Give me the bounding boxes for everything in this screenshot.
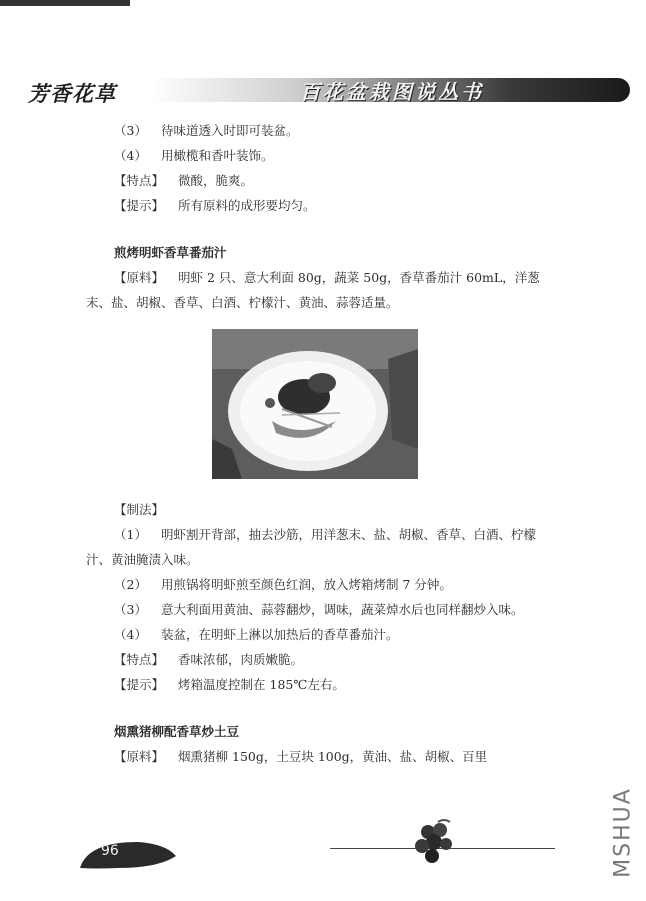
page-content (86, 118, 554, 769)
dish-photo-image (212, 329, 418, 479)
ingredients-paragraph: 【原料】 烟熏猪柳 150g，土豆块 100g，黄油、盐、胡椒、百里 (114, 749, 488, 764)
tip-line: 【提示】 烤箱温度控制在 185℃左右。 (114, 677, 345, 692)
recipe-title: 烟熏猪柳配香草炒土豆 (114, 724, 240, 739)
step-line: （1） 明虾割开背部，抽去沙筋，用洋葱末、盐、胡椒、香草、白酒、柠檬汁、黄油腌渍入味。 (86, 527, 536, 567)
spacer (86, 697, 554, 719)
watermark (598, 780, 642, 890)
tip-line: 【提示】 所有原料的成形要均匀。 (114, 198, 316, 213)
header-left-title: 芳香花草 (28, 81, 116, 106)
leaf-icon (78, 838, 178, 870)
recipe-title: 煎烤明虾香草番茄汁 (114, 245, 227, 260)
step-line: （3） 意大利面用黄油、蒜蓉翻炒，调味，蔬菜焯水后也同样翻炒入味。 (114, 602, 524, 617)
ingredients-paragraph: 【原料】 明虾 2 只、意大利面 80g，蔬菜 50g，香草番茄汁 60mL，洋葱末、盐、胡椒、香草、白酒、柠檬汁、黄油、蒜蓉适量。 (86, 270, 540, 310)
header-series-title: 百花盆栽图说丛书 (300, 80, 484, 104)
dish-photo (212, 329, 418, 479)
page-header (0, 72, 646, 106)
step-line: （4） 用橄榄和香叶装饰。 (114, 148, 274, 163)
step-line: （4） 装盆，在明虾上淋以加热后的香草番茄汁。 (114, 627, 399, 642)
method-heading: 【制法】 (114, 502, 165, 517)
spacer (86, 218, 554, 240)
grapes-icon (410, 818, 460, 866)
page-number: 96 (101, 843, 119, 859)
step-line: （3） 待味道透入时即可装盆。 (114, 123, 299, 138)
step-line: （2） 用煎锅将明虾煎至颜色红润，放入烤箱烤制 7 分钟。 (114, 577, 452, 592)
feature-line: 【特点】 香味浓郁，肉质嫩脆。 (114, 652, 304, 667)
watermark-text: MSHUA (610, 787, 636, 878)
top-rule (0, 0, 130, 6)
feature-line: 【特点】 微酸，脆爽。 (114, 173, 254, 188)
